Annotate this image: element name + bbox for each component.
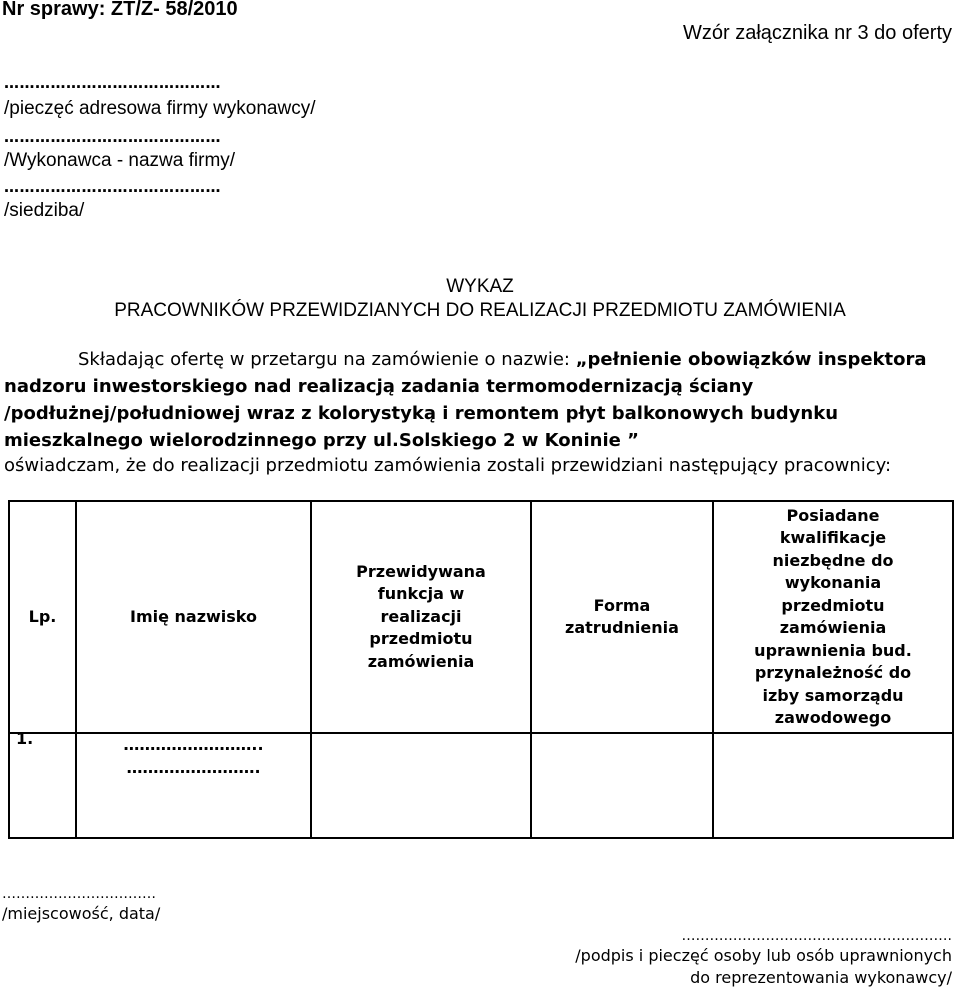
place-date-label: /miejscowość, data/ bbox=[2, 904, 161, 923]
title-line1: WYKAZ bbox=[446, 276, 514, 297]
contractor-name-label: /Wykonawca - nazwa firmy/ bbox=[4, 150, 236, 171]
signature-label-line2: do reprezentowania wykonawcy/ bbox=[690, 968, 952, 987]
row-name bbox=[76, 733, 311, 838]
case-number: Nr sprawy: ZT/Z- 58/2010 bbox=[2, 0, 238, 20]
title-line2: PRACOWNIKÓW PRZEWIDZIANYCH DO REALIZACJI PRZEDMIOTU ZAMÓWIENIA bbox=[114, 300, 846, 321]
intro-paragraph bbox=[4, 346, 956, 454]
seat-label: /siedziba/ bbox=[4, 200, 85, 221]
header-name: Imię nazwisko bbox=[76, 501, 311, 733]
header-lp: Lp. bbox=[9, 501, 76, 733]
attachment-label: Wzór załącznika nr 3 do oferty bbox=[683, 22, 952, 44]
intro-prefix: Składając ofertę w przetargu na zamówienie o nazwie: bbox=[78, 349, 576, 370]
row-name-line2: ……………………. bbox=[126, 757, 261, 777]
header-employment: Forma zatrudnienia bbox=[531, 501, 713, 733]
row-number: 1. bbox=[9, 733, 76, 838]
name-dots: …………………………………… bbox=[4, 128, 221, 146]
personnel-table bbox=[8, 500, 954, 839]
header-function: Przewidywana funkcja w realizacji przedmiotu zamówienia bbox=[311, 501, 531, 733]
row-qualifications bbox=[713, 733, 953, 838]
contract-subject: „pełnienie obowiązków inspektora nadzoru inwestorskiego nad realizacją zadania termomodernizacją ściany /podłużnej/południowej wraz z kolorystyką i remontem płyt balkonowych budynku mieszkalnego wielorodzinnego przy ul.Solskiego 2 w Koninie ” bbox=[4, 349, 927, 451]
declaration-text: oświadczam, że do realizacji przedmiotu zamówienia zostali przewidziani następujący pracownicy: bbox=[4, 455, 892, 476]
stamp-dots: …………………………………… bbox=[4, 74, 221, 92]
signature-dots: …………………………………………………. bbox=[681, 928, 952, 944]
table-header-row bbox=[9, 501, 953, 733]
seat-dots: …………………………………… bbox=[4, 178, 221, 196]
place-date-dots: …………………………… bbox=[2, 886, 156, 902]
row-employment bbox=[531, 733, 713, 838]
signature-label-line1: /podpis i pieczęć osoby lub osób uprawnionych bbox=[575, 946, 952, 965]
stamp-label: /pieczęć adresowa firmy wykonawcy/ bbox=[4, 98, 316, 119]
table-row bbox=[9, 733, 953, 838]
header-qualifications: Posiadane kwalifikacje niezbędne do wykonania przedmiotu zamówienia uprawnienia bud. przynależność do izby samorządu zawodowego bbox=[713, 501, 953, 733]
row-name-line1: …………………….. bbox=[123, 735, 264, 754]
row-function bbox=[311, 733, 531, 838]
